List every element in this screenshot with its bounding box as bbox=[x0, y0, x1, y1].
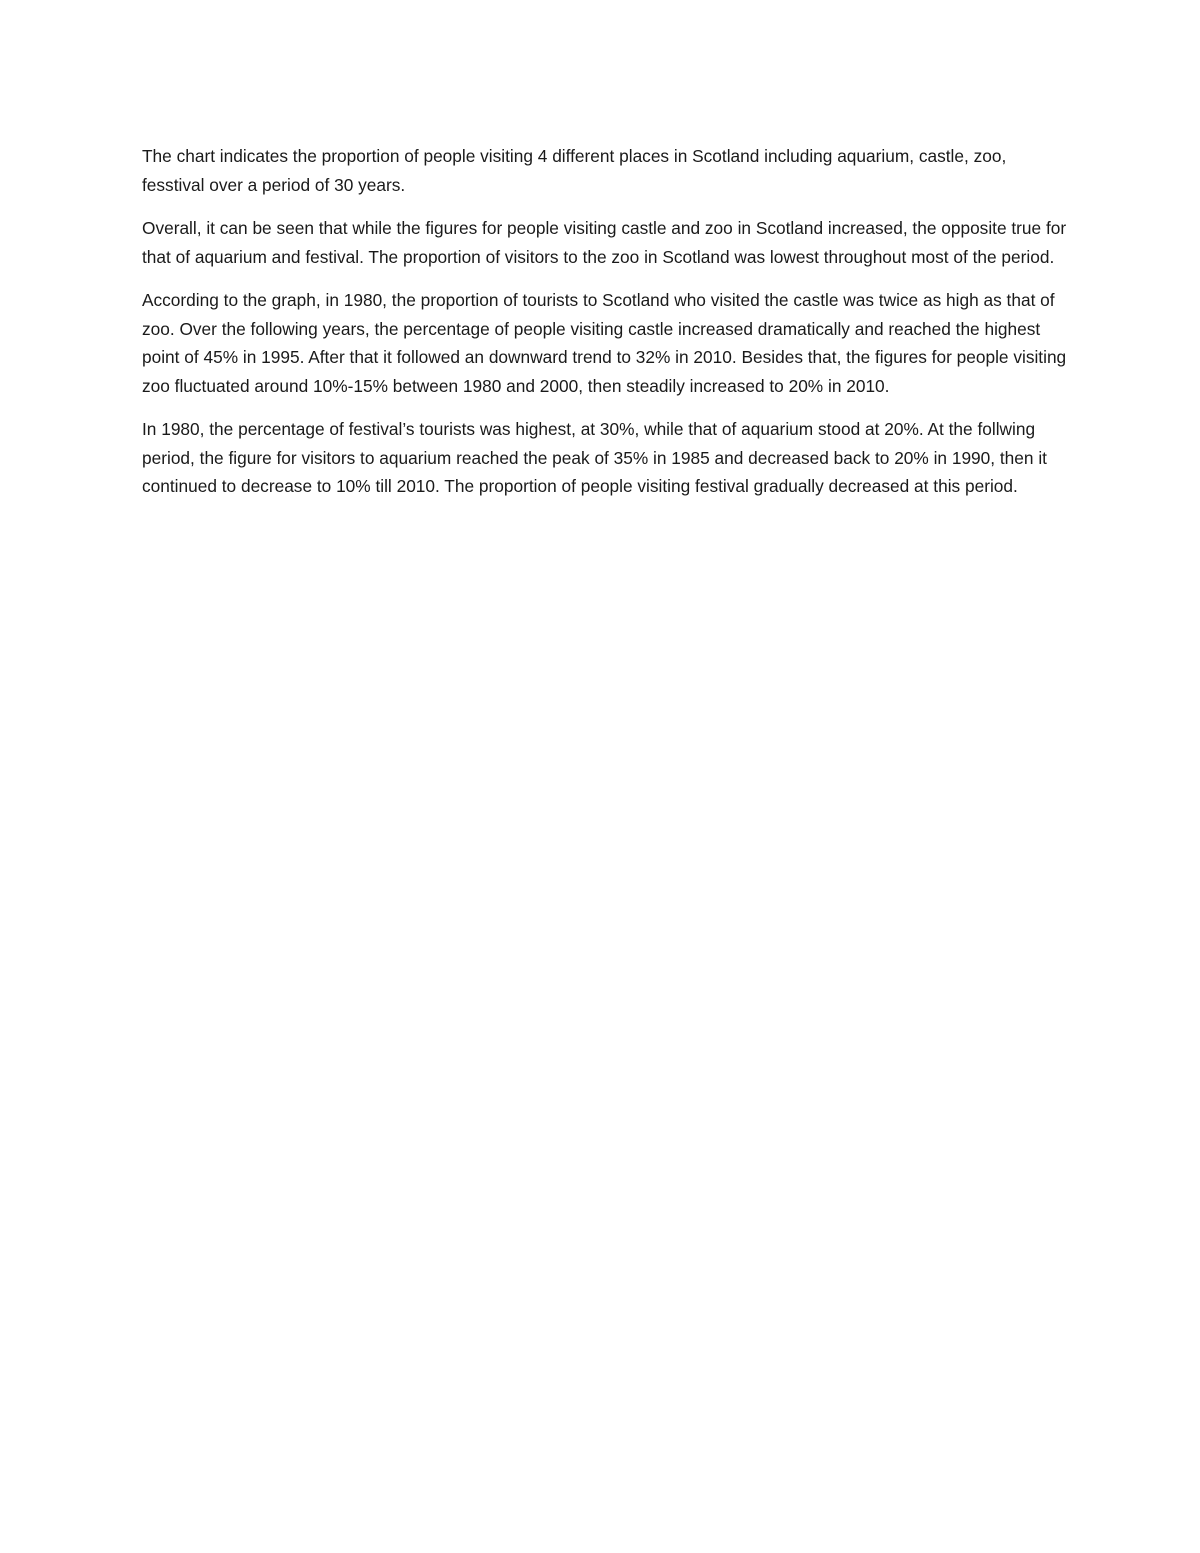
paragraph-overview: Overall, it can be seen that while the figures for people visiting castle and zoo in Scotland increased, the opposite true for that of aquarium and festival. The proportion of visitors to the zoo in Scotland was lowest throughout most of the period. bbox=[142, 218, 1067, 267]
paragraph-introduction: The chart indicates the proportion of people visiting 4 different places in Scotland including aquarium, castle, zoo, fesstival over a period of 30 years. bbox=[142, 146, 1007, 195]
paragraph-festival-aquarium: In 1980, the percentage of festival’s tourists was highest, at 30%, while that of aquarium stood at 20%. At the follwing period, the figure for visitors to aquarium reached the peak of 35% in 1985 and decreased back to 20% in 1990, then it continued to decrease to 10% till 2010. The proportion of people visiting festival gradually decreased at this period. bbox=[142, 419, 1047, 496]
document-body bbox=[142, 142, 1067, 516]
paragraph-castle-zoo: According to the graph, in 1980, the proportion of tourists to Scotland who visited the castle was twice as high as that of zoo. Over the following years, the percentage of people visiting castle increased dramatically and reached the highest point of 45% in 1995. After that it followed an downward trend to 32% in 2010. Besides that, the figures for people visiting zoo fluctuated around 10%-15% between 1980 and 2000, then steadily increased to 20% in 2010. bbox=[142, 290, 1067, 396]
